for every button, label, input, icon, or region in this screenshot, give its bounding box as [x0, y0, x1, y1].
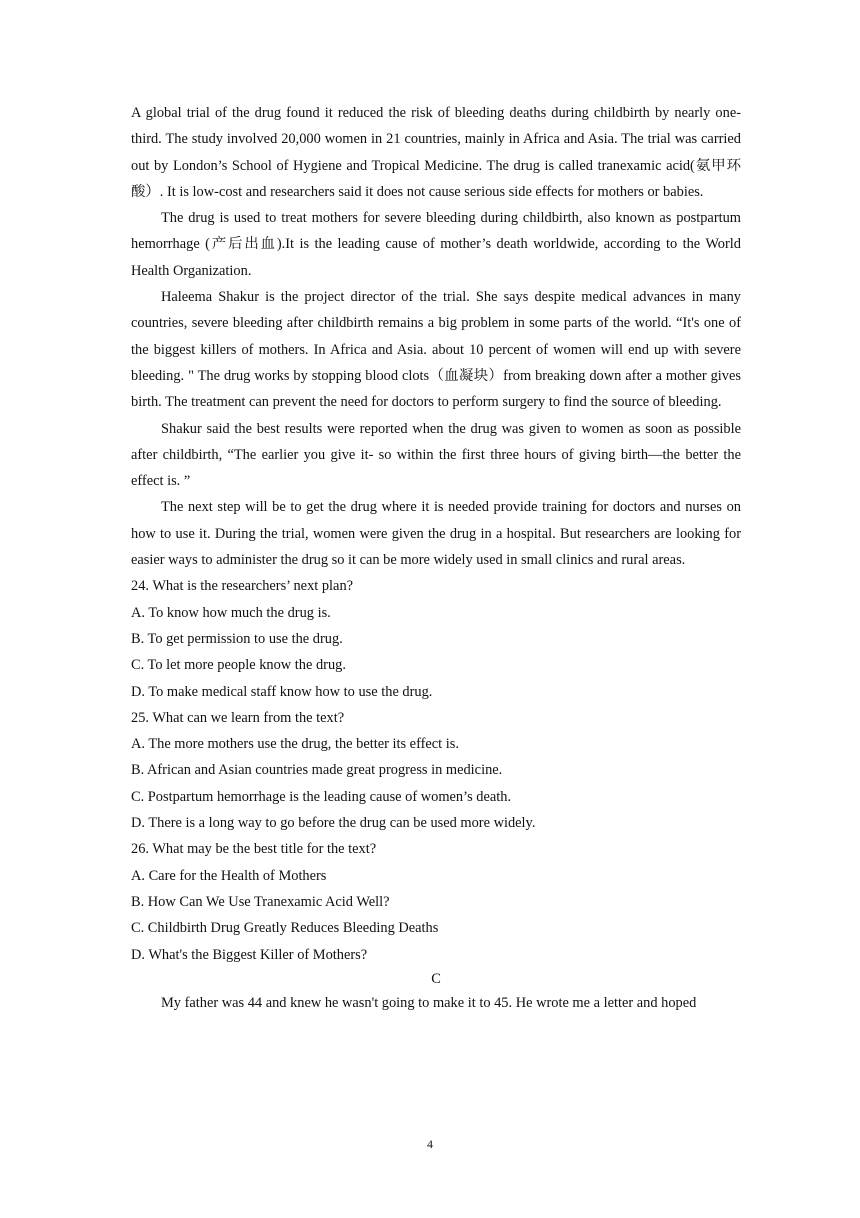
- option-c: C. To let more people know the drug.: [131, 657, 346, 674]
- option-c: C. Postpartum hemorrhage is the leading cause of women’s death.: [131, 788, 512, 805]
- document-page: [131, 100, 741, 1016]
- passage-b-paragraph-3: Haleema Shakur is the project director of the trial. She says despite medical advances in many countries, severe bleeding after childbirth remains a big problem in some parts of the world. “It's one of the biggest killers of mothers. In Africa and Asia. about 10 percent of women will end up with severe bleeding. " The drug works by stopping blood clots（血凝块）from breaking down after a mother gives birth. The treatment can prevent the need for doctors to perform surgery to find the source of bleeding.: [131, 289, 741, 411]
- option-b: B. African and Asian countries made great progress in medicine.: [131, 762, 503, 779]
- question-stem: 24. What is the researchers’ next plan?: [131, 578, 354, 595]
- option-d: D. There is a long way to go before the drug can be used more widely.: [131, 815, 536, 832]
- option-d: D. What's the Biggest Killer of Mothers?: [131, 946, 368, 963]
- passage-b-paragraph-2: The drug is used to treat mothers for severe bleeding during childbirth, also known as postpartum hemorrhage (产后出血).It is the leading cause of mother’s death worldwide, according to the World Health Organization.: [131, 210, 741, 279]
- option-b: B. How Can We Use Tranexamic Acid Well?: [131, 893, 390, 910]
- question-stem: 26. What may be the best title for the text?: [131, 841, 377, 858]
- option-b: B. To get permission to use the drug.: [131, 630, 343, 647]
- page-number: 4: [427, 1137, 433, 1151]
- option-a: A. Care for the Health of Mothers: [131, 867, 327, 884]
- option-c: C. Childbirth Drug Greatly Reduces Bleeding Deaths: [131, 920, 439, 937]
- passage-b-paragraph-1: A global trial of the drug found it reduced the risk of bleeding deaths during childbirth by nearly one-third. The study involved 20,000 women in 21 countries, mainly in Africa and Asia. The trial was carried out by London’s School of Hygiene and Tropical Medicine. The drug is called tranexamic acid(氨甲环酸）. It is low-cost and researchers said it does not cause serious side effects for mothers or babies.: [131, 105, 741, 200]
- question-26: [131, 836, 741, 967]
- passage-c-heading: C: [431, 970, 441, 987]
- option-a: A. To know how much the drug is.: [131, 604, 331, 621]
- passage-b-paragraph-5: The next step will be to get the drug where it is needed provide training for doctors and nurses on how to use it. During the trial, women were given the drug in a hospital. But researchers are looking for easier ways to administer the drug so it can be more widely used in small clinics and rural areas.: [131, 499, 741, 569]
- passage-c-first-line: My father was 44 and knew he wasn't going to make it to 45. He wrote me a letter and hoped: [161, 994, 697, 1011]
- question-24: [131, 573, 741, 704]
- question-stem: 25. What can we learn from the text?: [131, 709, 345, 726]
- option-d: D. To make medical staff know how to use the drug.: [131, 683, 433, 700]
- passage-b-paragraph-4: Shakur said the best results were reported when the drug was given to women as soon as possible after childbirth, “The earlier you give it- so within the first three hours of giving birth—the better the effect is. ”: [131, 420, 741, 490]
- option-a: A. The more mothers use the drug, the better its effect is.: [131, 736, 459, 753]
- question-25: [131, 705, 741, 836]
